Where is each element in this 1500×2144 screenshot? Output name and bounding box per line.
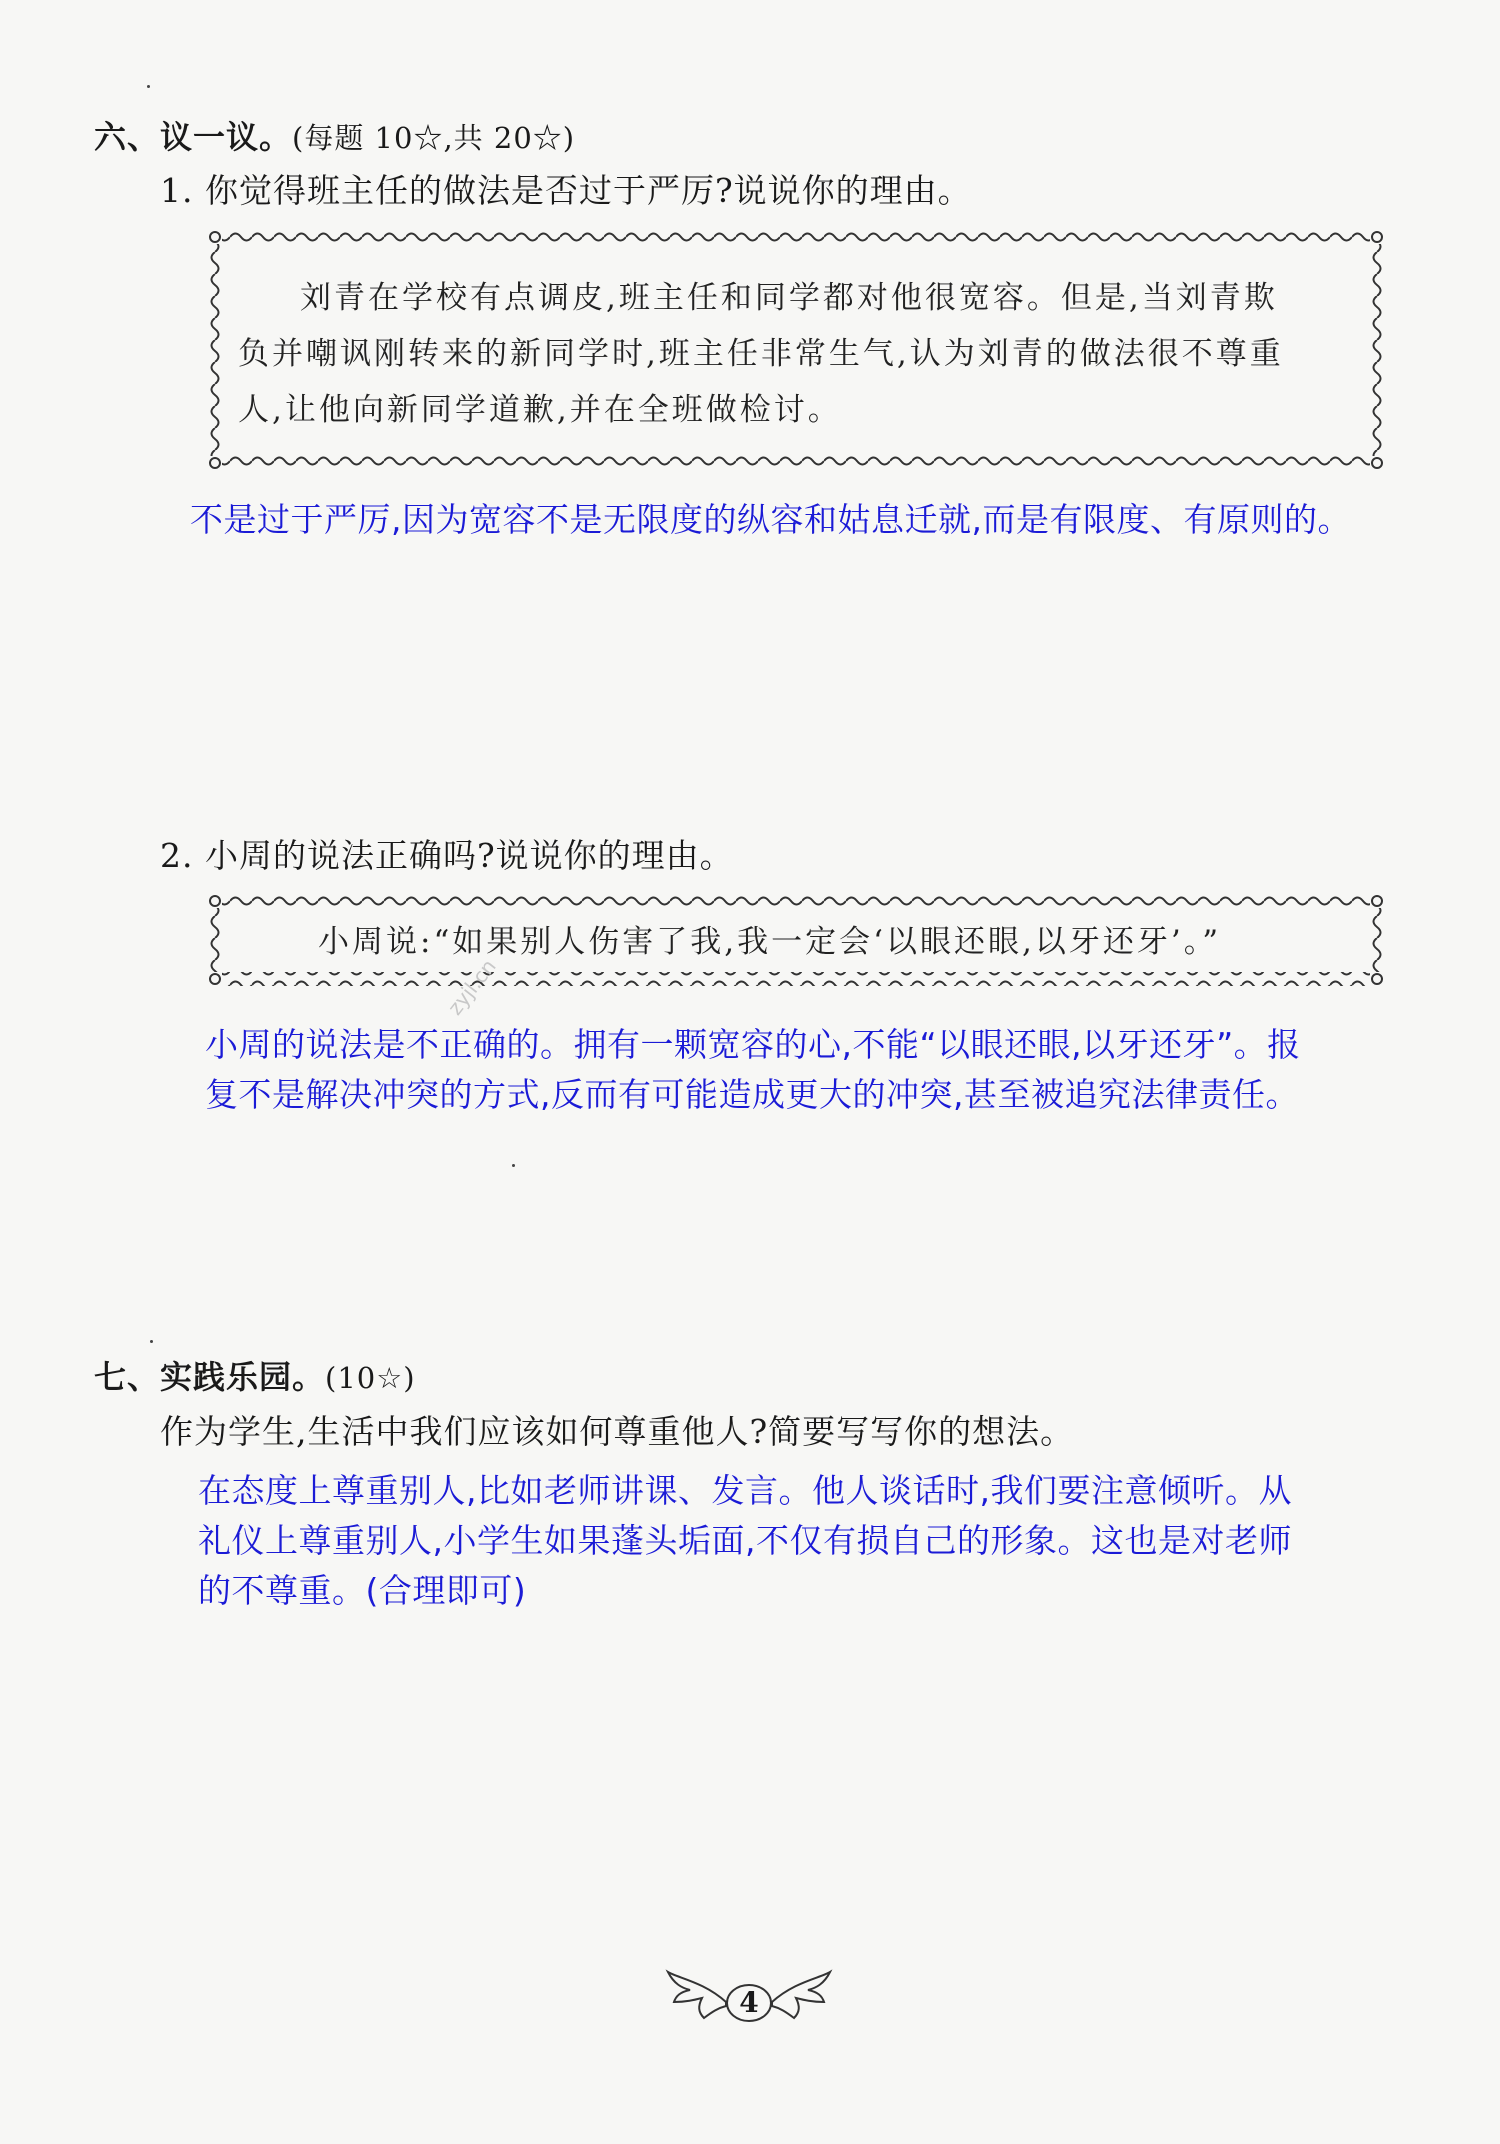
answer-2-line: 复不是解决冲突的方式,反而有可能造成更大的冲突,甚至被追究法律责任。 — [205, 1075, 1299, 1114]
answer-3-line: 的不尊重。(合理即可) — [198, 1571, 527, 1610]
section-7-meta: (10☆) — [325, 1361, 416, 1395]
question-1: 1. 你觉得班主任的做法是否过于严厉?说说你的理由。 — [160, 171, 972, 210]
answer-3 — [198, 1466, 1418, 1616]
scenario-2: 小周说:“如果别人伤害了我,我一定会‘以眼还眼,以牙还牙’。” — [318, 924, 1222, 960]
section-7-heading — [94, 1352, 416, 1398]
answer-3-line: 礼仪上尊重别人,小学生如果蓬头垢面,不仅有损自己的形象。这也是对老师 — [198, 1521, 1292, 1560]
scenario-box-1 — [208, 230, 1384, 470]
page-number: 4 — [739, 1986, 759, 2019]
ink-dot — [147, 85, 150, 88]
answer-1: 不是过于严厉,因为宽容不是无限度的纵容和姑息迁就,而是有限度、有原则的。 — [190, 500, 1351, 539]
answer-2 — [205, 1020, 1405, 1120]
question-2: 2. 小周的说法正确吗?说说你的理由。 — [160, 836, 734, 875]
watermark: zyjl.cn — [442, 954, 501, 1020]
ink-dot — [512, 1164, 515, 1167]
scenario-box-2 — [208, 894, 1384, 986]
answer-3-line: 在态度上尊重别人,比如老师讲课、发言。他人谈话时,我们要注意倾听。从 — [198, 1471, 1292, 1510]
ink-dot — [150, 1340, 153, 1343]
section-6-meta: (每题 10☆,共 20☆) — [292, 121, 576, 155]
answer-2-line: 小周的说法是不正确的。拥有一颗宽容的心,不能“以眼还眼,以牙还牙”。报 — [205, 1025, 1301, 1064]
scenario-1-line: 负并嘲讽刚转来的新同学时,班主任非常生气,认为刘青的做法很不尊重 — [238, 336, 1284, 372]
page-number-badge — [664, 1962, 834, 2028]
section-7-title: 七、实践乐园。 — [94, 1358, 326, 1396]
section-6-title: 六、议一议。 — [94, 118, 293, 156]
question-3: 作为学生,生活中我们应该如何尊重他人?简要写写你的想法。 — [160, 1412, 1075, 1451]
scenario-1-line: 人,让他向新同学道歉,并在全班做检讨。 — [238, 392, 842, 428]
section-6-heading — [94, 112, 575, 158]
scenario-1-line: 刘青在学校有点调皮,班主任和同学都对他很宽容。但是,当刘青欺 — [300, 280, 1278, 316]
